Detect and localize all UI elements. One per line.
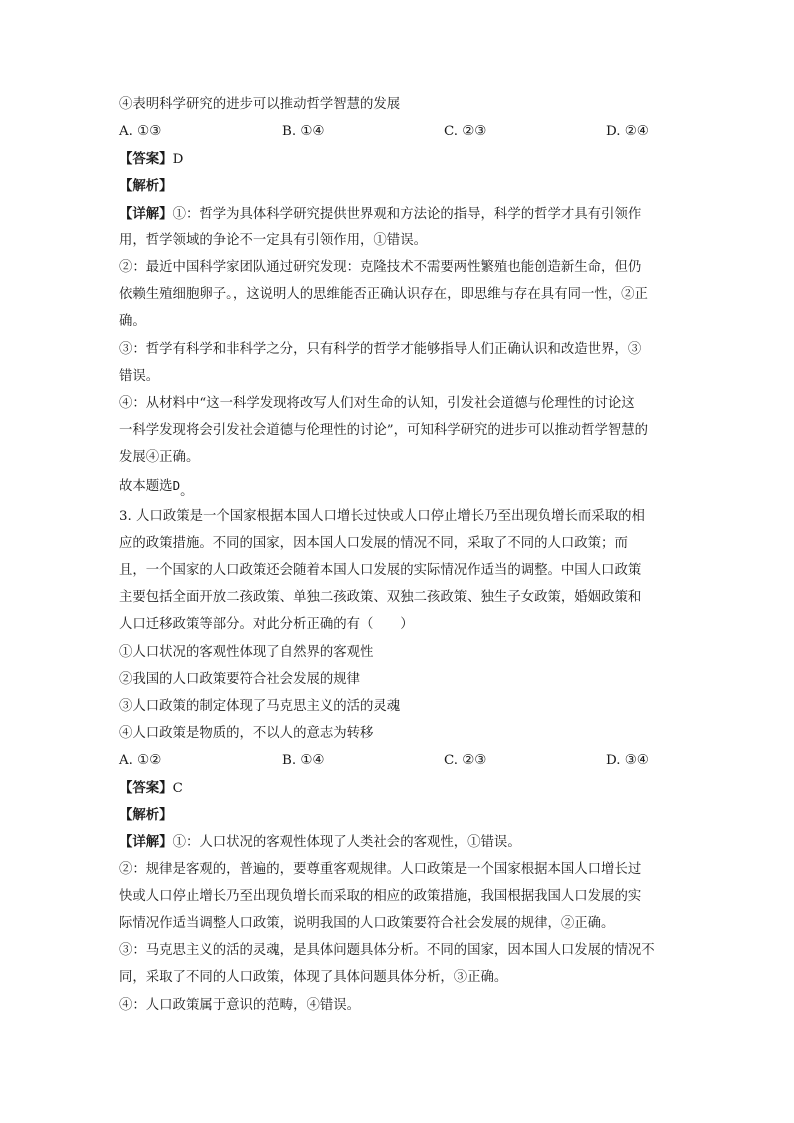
q3-analysis-2-line-1: ②：规律是客观的，普遍的，要尊重客观规律。人口政策是一个国家根据本国人口增长过 [119,862,642,877]
q3-detail-line-1: 【详解】①：人口状况的客观性体现了人类社会的客观性，①错误。 [119,834,521,850]
analysis-2-line-3: 确。 [119,314,146,329]
q3-option-c: C. ②③ [444,753,487,768]
q3-statement-2: ②我国的人口政策要符合社会发展的规律 [119,672,361,687]
analysis-3-line-2: 错误。 [119,369,160,384]
analysis-tag: 【解析】 [119,178,173,194]
analysis-2-line-2: 依赖生殖细胞卵子。，这说明人的思维能否正确认识存在，即思维与存在具有同一性，②正 [119,287,648,302]
analysis-4-line-1: ④：从材料中“这一科学发现将改写人们对生命的认知，引发社会道德与伦理性的讨论这 [119,396,635,411]
option-b: B. ①④ [282,124,325,139]
detail-line-2: 用，哲学领域的争论不一定具有引领作用，①错误。 [119,233,427,248]
q3-analysis-4-line-1: ④：人口政策属于意识的范畴，④错误。 [119,998,361,1013]
answer-tag: 【答案】 [119,151,173,167]
analysis-2-line-1: ②：最近中国科学家团队通过研究发现：克隆技术不需要两性繁殖也能创造新生命，但仍 [119,260,642,275]
analysis-4-line-3: 发展④正确。 [119,450,200,465]
q3-answer-line [119,779,679,798]
statement-4: ④表明科学研究的进步可以推动哲学智慧的发展 [119,97,401,112]
question-3-line-2: 应的政策措施。不同的国家，因本国人口发展的情况不同，采取了不同的人口政策；而 [119,536,628,551]
q3-option-d: D. ③④ [606,753,649,768]
q3-analysis-2-line-2: 快或人口停止增长乃至出现负增长而采取的相应的政策措施，我国根据我国人口发展的实 [119,889,642,904]
answer-line [119,150,679,169]
conclusion-letter: D [172,478,181,493]
q3-analysis-3-line-2: 同，采取了不同的人口政策，体现了具体问题具体分析，③正确。 [119,970,508,985]
conclusion-line: 故本题选D。 [119,478,194,496]
analysis-3-line-1: ③：哲学有科学和非科学之分，只有科学的哲学才能够指导人们正确认识和改造世界，③ [119,342,642,357]
q3-answer-value: C [172,781,183,796]
q3-option-b: B. ①④ [282,753,325,768]
option-c: C. ②③ [444,124,487,139]
question-3-line-5: 人口迁移政策等部分。对此分析正确的有（ ） [119,617,414,632]
q3-statement-3: ③人口政策的制定体现了马克思主义的活的灵魂 [119,699,401,714]
q3-statement-4: ④人口政策是物质的，不以人的意志为转移 [119,726,374,741]
q3-statement-1: ①人口状况的客观性体现了自然界的客观性 [119,645,374,660]
detail-line-1: 【详解】①：哲学为具体科学研究提供世界观和方法论的指导，科学的哲学才具有引领作 [119,206,642,222]
analysis-4-line-2: 一科学发现将会引发社会道德与伦理性的讨论”，可知科学研究的进步可以推动哲学智慧的 [119,423,649,438]
q3-analysis-3-line-1: ③：马克思主义的活的灵魂，是具体问题具体分析。不同的国家，因本国人口发展的情况不 [119,943,655,958]
answer-value: D [172,152,184,167]
detail-tag: 【详解】 [119,206,173,222]
q3-option-a: A. ①② [119,753,162,768]
option-a: A. ①③ [119,124,162,139]
option-d: D. ②④ [606,124,649,139]
q3-analysis-2-line-3: 际情况作适当调整人口政策，说明我国的人口政策要符合社会发展的规律，②正确。 [119,916,615,931]
question-3-line-4: 主要包括全面开放二孩政策、单独二孩政策、双独二孩政策、独生子女政策，婚姻政策和 [119,590,642,605]
q3-analysis-tag: 【解析】 [119,807,173,823]
question-3-line-3: 且，一个国家的人口政策还会随着本国人口发展的实际情况作适当的调整。中国人口政策 [119,563,642,578]
question-3-line-1: 3. 人口政策是一个国家根据本国人口增长过快或人口停止增长乃至出现负增长而采取的相 [119,509,645,524]
q3-detail-tag: 【详解】 [119,834,173,850]
q3-answer-tag: 【答案】 [119,780,173,796]
